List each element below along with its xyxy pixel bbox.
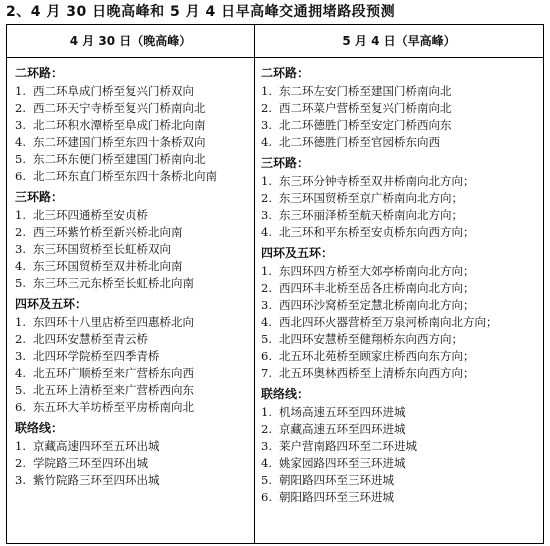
item-text: 西四环丰北桥至岳各庄桥南向北方向；	[279, 281, 475, 295]
item-number: 5.	[15, 152, 26, 166]
item-text: 东三环国贸桥至京广桥南向北方向；	[279, 191, 463, 205]
item-text: 东三环国贸桥至双井桥北向南	[33, 259, 183, 273]
item-number: 6.	[261, 490, 272, 504]
list-item	[15, 331, 251, 348]
item-number: 3.	[261, 439, 272, 453]
item-number: 2.	[15, 101, 26, 115]
item-text: 北三环和平东桥至安贞桥东向西方向；	[279, 225, 475, 239]
list-item	[261, 280, 541, 297]
list-item	[15, 399, 251, 416]
item-text: 东三环分钟寺桥至双井桥南向北方向；	[279, 174, 475, 188]
item-text: 东二环左安门桥至建国门桥南向北	[279, 84, 452, 98]
list-item	[15, 275, 251, 292]
list-item	[15, 207, 251, 224]
section-heading: 三环路：	[15, 190, 64, 204]
item-text: 北二环积水潭桥至阜成门桥北向南	[33, 118, 206, 132]
item-number: 4.	[15, 366, 26, 380]
item-text: 东四环四方桥至大郊亭桥南向北方向；	[279, 264, 475, 278]
list-item	[15, 382, 251, 399]
item-number: 2.	[261, 101, 272, 115]
list-item	[261, 455, 541, 472]
item-text: 机场高速五环至四环进城	[279, 405, 406, 419]
item-number: 1.	[261, 84, 272, 98]
item-number: 5.	[261, 473, 272, 487]
list-item	[261, 207, 541, 224]
list-item	[261, 472, 541, 489]
item-number: 6.	[261, 349, 272, 363]
item-number: 5.	[15, 276, 26, 290]
item-number: 4.	[261, 135, 272, 149]
item-number: 2.	[15, 225, 26, 239]
list-item	[261, 297, 541, 314]
item-text: 东三环丽泽桥至航天桥南向北方向；	[279, 208, 463, 222]
item-number: 4.	[261, 315, 272, 329]
item-text: 西北四环火器营桥至万泉河桥南向北方向；	[279, 315, 498, 329]
item-number: 7.	[261, 366, 272, 380]
item-text: 西二环菜户营桥至复兴门桥南向北	[279, 101, 452, 115]
list-item	[261, 421, 541, 438]
list-item	[15, 168, 251, 185]
list-item	[261, 489, 541, 506]
item-number: 1.	[261, 264, 272, 278]
item-text: 朝阳路四环至三环进城	[279, 473, 394, 487]
list-item	[261, 224, 541, 241]
item-number: 3.	[15, 473, 26, 487]
item-number: 1.	[15, 439, 26, 453]
item-number: 1.	[261, 405, 272, 419]
item-text: 姚家园路四环至三环进城	[279, 456, 406, 470]
item-number: 3.	[261, 298, 272, 312]
item-number: 1.	[15, 315, 26, 329]
item-text: 东三环国贸桥至长虹桥双向	[33, 242, 171, 256]
item-text: 学院路三环至四环出城	[33, 456, 148, 470]
list-item	[261, 263, 541, 280]
item-text: 东三环三元东桥至长虹桥北向南	[33, 276, 194, 290]
list-item	[261, 314, 541, 331]
list-item	[15, 117, 251, 134]
item-text: 北五环奥林西桥至上清桥东向西方向；	[279, 366, 475, 380]
item-number: 4.	[15, 135, 26, 149]
item-text: 西二环天宁寺桥至复兴门桥南向北	[33, 101, 206, 115]
list-item	[15, 472, 251, 489]
list-item	[261, 83, 541, 100]
list-item	[15, 365, 251, 382]
right-column-header: 5 月 4 日（早高峰）	[342, 34, 456, 48]
item-text: 北二环东直门桥至东四十条桥北向南	[33, 169, 217, 183]
item-text: 北三环四通桥至安贞桥	[33, 208, 148, 222]
item-text: 北五环上清桥至来广营桥西向东	[33, 383, 194, 397]
item-number: 2.	[15, 332, 26, 346]
item-number: 5.	[261, 332, 272, 346]
item-text: 朝阳路四环至三环进城	[279, 490, 394, 504]
section-heading: 四环及五环：	[15, 297, 88, 311]
item-text: 北五环广顺桥至来广营桥东向西	[33, 366, 194, 380]
list-item	[15, 455, 251, 472]
item-text: 北四环安慧桥至青云桥	[33, 332, 148, 346]
list-item	[261, 365, 541, 382]
item-number: 3.	[15, 118, 26, 132]
may-4-morning-column	[261, 61, 541, 506]
item-text: 西四环沙窝桥至定慧北桥南向北方向；	[279, 298, 475, 312]
list-item	[15, 134, 251, 151]
item-number: 2.	[261, 191, 272, 205]
list-item	[15, 100, 251, 117]
item-number: 3.	[15, 242, 26, 256]
list-item	[15, 241, 251, 258]
item-text: 北二环德胜门桥至官园桥东向西	[279, 135, 440, 149]
item-text: 东五环大羊坊桥至平房桥南向北	[33, 400, 194, 414]
list-item	[15, 314, 251, 331]
page-title: 2、4 月 30 日晚高峰和 5 月 4 日早高峰交通拥堵路段预测	[6, 4, 396, 20]
list-item	[261, 404, 541, 421]
list-item	[261, 438, 541, 455]
item-text: 京藏高速四环至五环出城	[33, 439, 160, 453]
item-number: 1.	[261, 174, 272, 188]
section-heading: 四环及五环：	[261, 246, 334, 260]
item-text: 东二环建国门桥至东四十条桥双向	[33, 135, 206, 149]
list-item	[261, 348, 541, 365]
item-number: 3.	[15, 349, 26, 363]
item-number: 2.	[261, 281, 272, 295]
list-item	[15, 348, 251, 365]
section-heading: 二环路：	[261, 66, 310, 80]
item-number: 1.	[15, 84, 26, 98]
list-item	[15, 151, 251, 168]
list-item	[15, 438, 251, 455]
item-number: 3.	[261, 208, 272, 222]
item-text: 东四环十八里店桥至四惠桥北向	[33, 315, 194, 329]
item-text: 紫竹院路三环至四环出城	[33, 473, 160, 487]
item-number: 3.	[261, 118, 272, 132]
list-item	[261, 100, 541, 117]
forecast-table	[6, 24, 544, 544]
section-heading: 联络线：	[15, 421, 64, 435]
item-number: 2.	[261, 422, 272, 436]
list-item	[261, 173, 541, 190]
list-item	[15, 224, 251, 241]
item-text: 东二环东便门桥至建国门桥南向北	[33, 152, 206, 166]
list-item	[261, 190, 541, 207]
item-text: 西二环阜成门桥至复兴门桥双向	[33, 84, 194, 98]
item-text: 北五环北苑桥至顾家庄桥西向东方向；	[279, 349, 475, 363]
item-number: 5.	[15, 383, 26, 397]
section-heading: 二环路：	[15, 66, 64, 80]
item-text: 北二环德胜门桥至安定门桥西向东	[279, 118, 452, 132]
left-column-header: 4 月 30 日（晚高峰）	[69, 34, 192, 48]
column-divider	[254, 25, 255, 543]
item-text: 北四环学院桥至四季青桥	[33, 349, 160, 363]
list-item	[261, 134, 541, 151]
list-item	[261, 117, 541, 134]
section-heading: 联络线：	[261, 387, 310, 401]
list-item	[15, 258, 251, 275]
item-text: 西三环紫竹桥至新兴桥北向南	[33, 225, 183, 239]
list-item	[15, 83, 251, 100]
item-number: 4.	[261, 456, 272, 470]
item-text: 北四环安慧桥至健翔桥东向西方向；	[279, 332, 463, 346]
item-number: 1.	[15, 208, 26, 222]
item-number: 4.	[15, 259, 26, 273]
list-item	[261, 331, 541, 348]
item-text: 莱户营南路四环至二环进城	[279, 439, 417, 453]
april-30-evening-column	[15, 61, 251, 489]
table-header-row	[7, 25, 543, 58]
item-number: 4.	[261, 225, 272, 239]
item-number: 6.	[15, 400, 26, 414]
section-heading: 三环路：	[261, 156, 310, 170]
item-text: 京藏高速五环至四环进城	[279, 422, 406, 436]
item-number: 2.	[15, 456, 26, 470]
item-number: 6.	[15, 169, 26, 183]
